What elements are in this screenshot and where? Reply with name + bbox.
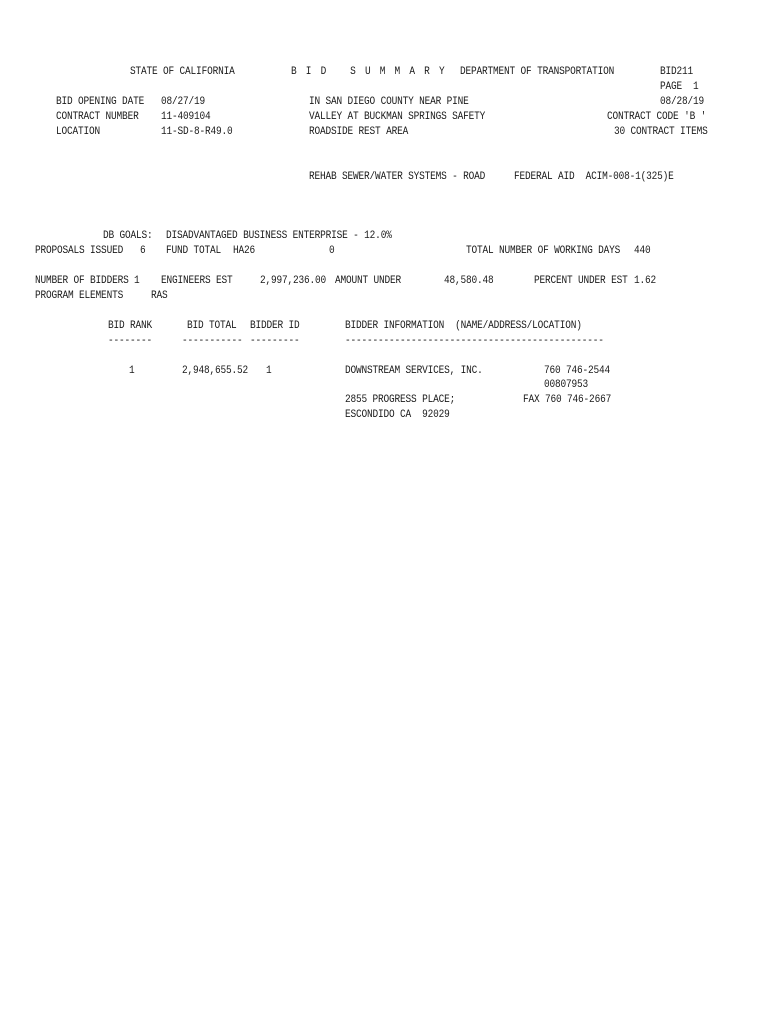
bid-opening-date-label: BID OPENING DATE bbox=[56, 96, 145, 108]
amount-under: 48,580.48 bbox=[444, 275, 494, 287]
bidder-id: 1 bbox=[266, 365, 272, 377]
description-line-3: ROADSIDE REST AREA bbox=[309, 126, 409, 138]
state-name: STATE OF CALIFORNIA bbox=[130, 66, 235, 78]
contract-code: CONTRACT CODE 'B ' bbox=[607, 111, 707, 123]
description-line-2: VALLEY AT BUCKMAN SPRINGS SAFETY bbox=[309, 111, 486, 123]
proposals-issued-label: PROPOSALS ISSUED bbox=[35, 245, 124, 257]
location: 11-SD-8-R49.0 bbox=[161, 126, 233, 138]
fund-code: HA26 bbox=[233, 245, 256, 257]
bidder-fax: FAX 760 746-2667 bbox=[523, 394, 612, 406]
report-id: BID211 bbox=[660, 66, 694, 78]
underline-bid-rank: -------- bbox=[108, 335, 153, 347]
amount-under-label: AMOUNT UNDER bbox=[335, 275, 402, 287]
col-header-bidder-id: BIDDER ID bbox=[250, 320, 300, 332]
program-elements: RAS bbox=[151, 290, 168, 302]
print-date: 08/28/19 bbox=[660, 96, 705, 108]
department-name: DEPARTMENT OF TRANSPORTATION bbox=[460, 66, 615, 78]
page-number: PAGE 1 bbox=[660, 81, 699, 93]
program-elements-label: PROGRAM ELEMENTS bbox=[35, 290, 124, 302]
number-of-bidders: 1 bbox=[134, 275, 140, 287]
underline-bid-total: ----------- bbox=[182, 335, 243, 347]
location-label: LOCATION bbox=[56, 126, 101, 138]
number-of-bidders-label: NUMBER OF BIDDERS bbox=[35, 275, 129, 287]
description-line-1: IN SAN DIEGO COUNTY NEAR PINE bbox=[309, 96, 469, 108]
contract-items: 30 CONTRACT ITEMS bbox=[614, 126, 708, 138]
contract-number-label: CONTRACT NUMBER bbox=[56, 111, 139, 123]
fund-total: 0 bbox=[329, 245, 335, 257]
engineers-est: 2,997,236.00 bbox=[260, 275, 327, 287]
bidder-address: 2855 PROGRESS PLACE; bbox=[345, 394, 456, 406]
bid-total: 2,948,655.52 bbox=[182, 365, 249, 377]
federal-aid: FEDERAL AID ACIM-008-1(325)E bbox=[514, 171, 674, 183]
working-days-label: TOTAL NUMBER OF WORKING DAYS bbox=[466, 245, 621, 257]
bidder-city: ESCONDIDO CA 92029 bbox=[345, 409, 450, 421]
col-header-bid-rank: BID RANK bbox=[108, 320, 153, 332]
underline-bidder-id: --------- bbox=[250, 335, 300, 347]
fund-total-label: FUND TOTAL bbox=[166, 245, 222, 257]
col-header-bidder-info: BIDDER INFORMATION (NAME/ADDRESS/LOCATION) bbox=[345, 320, 582, 332]
engineers-est-label: ENGINEERS EST bbox=[161, 275, 233, 287]
bid-rank: 1 bbox=[129, 365, 135, 377]
bidder-name: DOWNSTREAM SERVICES, INC. bbox=[345, 365, 483, 377]
db-goals-label: DB GOALS: bbox=[103, 230, 153, 242]
percent-under-label: PERCENT UNDER EST bbox=[534, 275, 628, 287]
underline-bidder-info: ----------------------------------------------- bbox=[345, 335, 604, 347]
bidder-phone: 760 746-2544 bbox=[544, 365, 611, 377]
col-header-bid-total: BID TOTAL bbox=[187, 320, 237, 332]
report-title: B I D S U M M A R Y bbox=[291, 66, 447, 78]
working-days: 440 bbox=[634, 245, 651, 257]
proposals-issued: 6 bbox=[140, 245, 146, 257]
work-description: REHAB SEWER/WATER SYSTEMS - ROAD bbox=[309, 171, 486, 183]
contract-number: 11-409104 bbox=[161, 111, 211, 123]
bid-opening-date: 08/27/19 bbox=[161, 96, 206, 108]
db-goals-value: DISADVANTAGED BUSINESS ENTERPRISE - 12.0% bbox=[166, 230, 392, 242]
bidder-license: 00807953 bbox=[544, 379, 589, 391]
percent-under: 1.62 bbox=[634, 275, 657, 287]
